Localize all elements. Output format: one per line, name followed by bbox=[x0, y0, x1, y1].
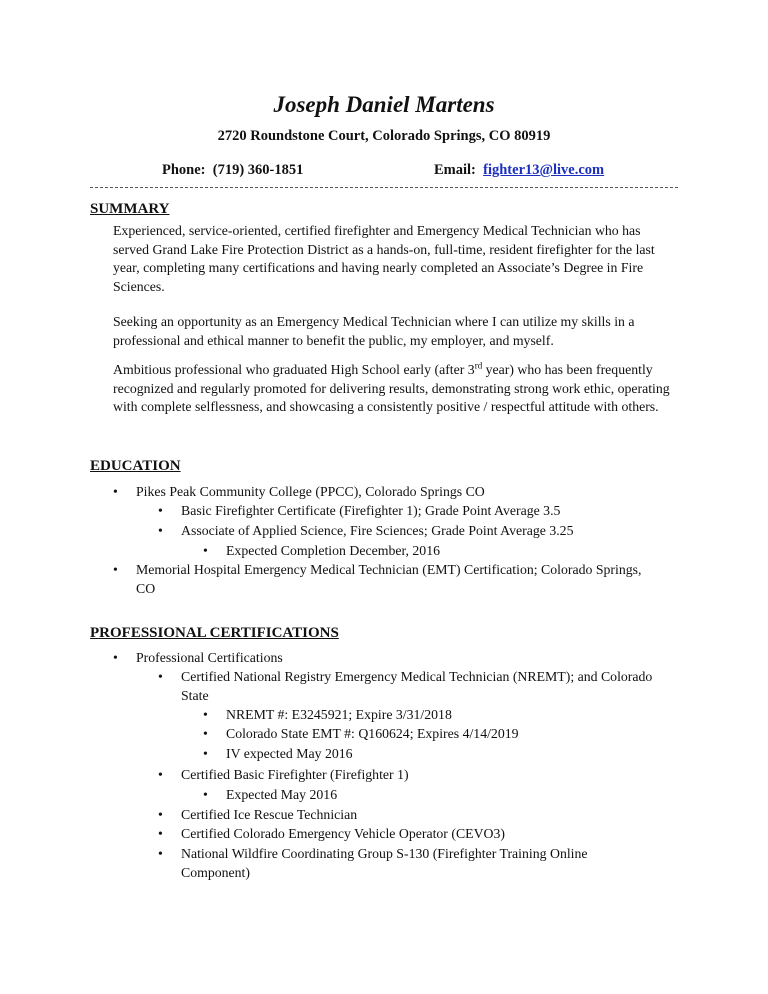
header-divider bbox=[90, 187, 678, 188]
ordinal-suffix: rd bbox=[474, 360, 483, 371]
certification-item-text: IV expected May 2016 bbox=[226, 746, 353, 761]
summary-paragraph-2: Seeking an opportunity as an Emergency Medical Technician where I can utilize my skills in a professional and ethical manner to benefit the public, my employer, and myself. bbox=[113, 314, 635, 348]
list-item bbox=[203, 542, 440, 561]
certifications-heading: PROFESSIONAL CERTIFICATIONS bbox=[90, 625, 339, 641]
list-item bbox=[158, 806, 358, 825]
bullet-icon: • bbox=[203, 726, 208, 741]
list-item bbox=[158, 825, 505, 844]
certification-item-text: Expected May 2016 bbox=[226, 787, 338, 802]
list-item bbox=[203, 786, 338, 805]
list-item bbox=[158, 668, 661, 705]
summary-paragraph-3 bbox=[113, 361, 678, 417]
list-item bbox=[203, 745, 353, 764]
certification-item-text: NREMT #: E3245921; Expire 3/31/2018 bbox=[226, 707, 452, 722]
certification-item-text: Certified Ice Rescue Technician bbox=[181, 807, 358, 822]
bullet-icon: • bbox=[158, 767, 163, 782]
education-heading: EDUCATION bbox=[90, 458, 181, 474]
education-item-text: Expected Completion December, 2016 bbox=[226, 543, 440, 558]
phone-label: Phone: bbox=[162, 162, 206, 178]
bullet-icon: • bbox=[158, 826, 163, 841]
summary-paragraph-3-start: Ambitious professional who graduated High School early (after 3 bbox=[113, 362, 475, 377]
summary-paragraph-1: Experienced, service-oriented, certified firefighter and Emergency Medical Technician who has served Grand Lake Fire Protection District as a hands-on, full-time, resident firefighter for the last year, completing many certifications and having nearly completed an Associate’s Degree in Fire Sciences. bbox=[113, 223, 655, 294]
certification-item-text: Certified Basic Firefighter (Firefighter 1) bbox=[181, 767, 409, 782]
list-item bbox=[113, 649, 283, 668]
list-item bbox=[158, 766, 409, 785]
list-item bbox=[158, 502, 561, 521]
bullet-icon: • bbox=[158, 846, 163, 861]
summary-paragraph-3-end: year) who has been frequently recognized and regularly promoted for delivering results, demonstrating strong work ethic, operating with complete selflessness, and showcasing a consistently positive / respectful attitude with others. bbox=[113, 362, 670, 415]
education-item-text: Basic Firefighter Certificate (Firefighter 1); Grade Point Average 3.5 bbox=[181, 503, 561, 518]
list-item bbox=[158, 845, 651, 882]
education-item-text: Pikes Peak Community College (PPCC), Colorado Springs CO bbox=[136, 484, 485, 499]
certification-item-text: Professional Certifications bbox=[136, 650, 283, 665]
list-item bbox=[158, 522, 574, 541]
email-label: Email: bbox=[434, 162, 476, 178]
bullet-icon: • bbox=[158, 503, 163, 518]
bullet-icon: • bbox=[158, 669, 163, 684]
certification-item-text: Certified National Registry Emergency Medical Technician (NREMT); and Colorado State bbox=[181, 669, 653, 703]
certification-item-text: Certified Colorado Emergency Vehicle Operator (CEVO3) bbox=[181, 826, 505, 841]
bullet-icon: • bbox=[203, 543, 208, 558]
bullet-icon: • bbox=[113, 484, 118, 499]
bullet-icon: • bbox=[113, 650, 118, 665]
email-link[interactable]: fighter13@live.com bbox=[483, 162, 605, 178]
email-line bbox=[434, 162, 604, 179]
list-item bbox=[113, 561, 646, 598]
candidate-name: Joseph Daniel Martens bbox=[273, 92, 495, 117]
bullet-icon: • bbox=[203, 707, 208, 722]
education-item-text: Associate of Applied Science, Fire Sciences; Grade Point Average 3.25 bbox=[181, 523, 574, 538]
summary-heading: SUMMARY bbox=[90, 201, 170, 217]
certification-item-text: National Wildfire Coordinating Group S-130 (Firefighter Training Online Component) bbox=[181, 846, 588, 880]
phone-line bbox=[162, 162, 303, 179]
candidate-address: 2720 Roundstone Court, Colorado Springs, CO 80919 bbox=[217, 128, 551, 144]
certification-item-text: Colorado State EMT #: Q160624; Expires 4/14/2019 bbox=[226, 726, 519, 741]
bullet-icon: • bbox=[203, 787, 208, 802]
phone-number: (719) 360-1851 bbox=[212, 162, 304, 178]
list-item bbox=[203, 706, 452, 725]
education-item-text: Memorial Hospital Emergency Medical Technician (EMT) Certification; Colorado Springs, CO bbox=[136, 562, 642, 596]
bullet-icon: • bbox=[203, 746, 208, 761]
list-item bbox=[113, 483, 485, 502]
bullet-icon: • bbox=[158, 807, 163, 822]
list-item bbox=[203, 725, 519, 744]
bullet-icon: • bbox=[113, 562, 118, 577]
bullet-icon: • bbox=[158, 523, 163, 538]
